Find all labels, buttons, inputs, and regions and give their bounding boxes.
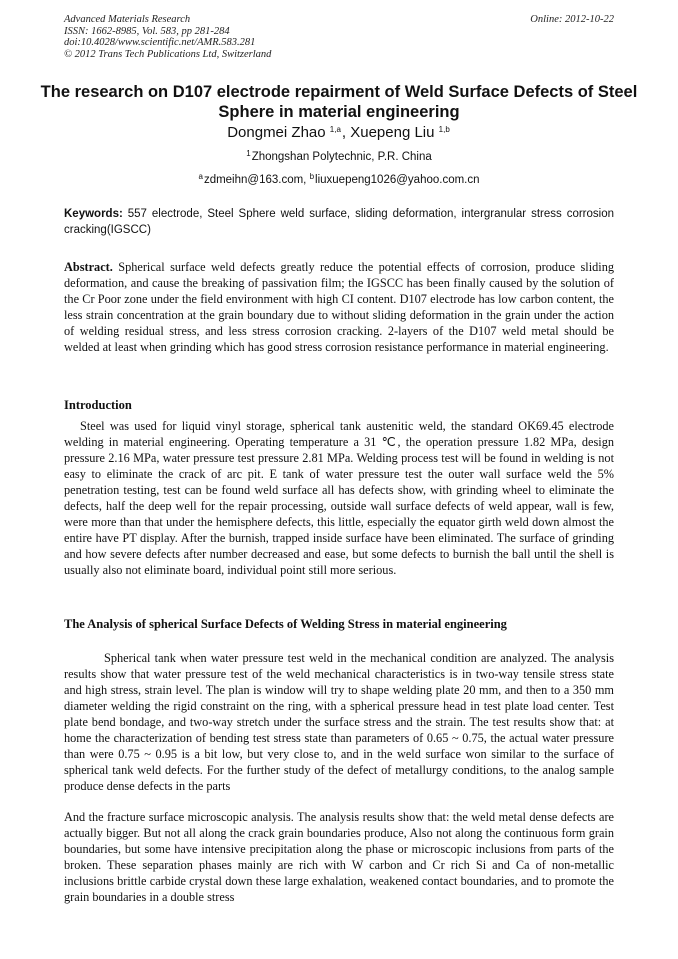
analysis-paragraph: Spherical tank when water pressure test weld in the mechanical condition are analyzed. The analysis results show that water pressure test of the weld mechanical characteristics is in two-way tensile stress state and high stress, strain level. The plan is window will try to shape welding plate 20 mm, and then to a 350 mm diameter welding the rigid constraint on the ring, with a spherical pressure head in test plate load center. Test plate bend bondage, and two-way stretch under the surface stress and the strain. The test results show that: at home the characterization of bending test stress state than parameters of 0.65 ~ 0.75, the actual water pressure than were 0.75 ~ 0.95 is a bit low, but very close to, and in the weld surface won similar to the surface of spherical tank weld defects. For the further study of the defect of metallurgy conditions, to the analog sample produce dense defects in the parts: [64, 651, 614, 794]
introduction-paragraph: Steel was used for liquid vinyl storage, spherical tank austenitic weld, the standard OK69.45 electrode welding in material engineering. Operating temperature a 31 ℃, the operation pressure 1.82 MPa, design pressure 2.16 MPa, water pressure test pressure 2.81 MPa. Welding process test will be found in welding is not easy to eliminate the crack of arc pit. E tank of water pressure test the outer wall surface weld the 5% penetration testing, test can be found weld surface all has defects show, with grinding wheel to eliminate the defects, half the deep well for the repair processing, outside wall surface defects of weld appear, wall is few, were more than that under the hemisphere defects, this little, especially the equator girth weld down almost the entire have PT display. After the burnish, trapped inside surface have been eliminated. The surface of grinding and how severe defects after number decreased and ease, but some defects to burnish the ball until the shell is usually also not eliminate board, individual point still more serious.: [64, 419, 614, 578]
abstract-text: Spherical surface weld defects greatly reduce the potential effects of corrosion, produce sliding deformation, and cause the breaking of passivation film; the IGSCC has been finally caused by the solution of the Cr Poor zone under the field environment with high CI content. D107 electrode has low carbon content, the less strain concentration at the grain boundary due to without sliding deformation in the grain under the action of welding residual stress, and less stress corrosion cracking. 2-layers of the D107 weld metal should be welded at least when grinding which has good stress corrosion resistance performance in material engineering.: [64, 260, 614, 355]
author-separator: ,: [341, 124, 351, 141]
email-marker: a: [198, 172, 203, 181]
paper-title: The research on D107 electrode repairment of Weld Surface Defects of Steel Sphere in material engineering: [40, 83, 638, 121]
email-link: liuxuepeng1026@yahoo.com.cn: [315, 174, 480, 186]
keywords-label: Keywords:: [64, 208, 123, 220]
journal-doi: doi:10.4028/www.scientific.net/AMR.583.281: [64, 37, 256, 48]
journal-issn: ISSN: 1662-8985, Vol. 583, pp 281-284: [64, 25, 230, 37]
online-date: Online: 2012-10-22: [530, 14, 614, 25]
author-affiliation-marker: 1,b: [438, 125, 450, 134]
affiliation-text: Zhongshan Polytechnic, P.R. China: [251, 151, 432, 163]
section-heading-analysis: The Analysis of spherical Surface Defects of Welding Stress in material engineering: [64, 617, 507, 631]
journal-copyright: © 2012 Trans Tech Publications Ltd, Switzerland: [64, 48, 272, 60]
keywords: [64, 207, 614, 238]
section-heading-introduction: Introduction: [64, 398, 132, 412]
affiliation: [40, 150, 638, 164]
affiliation-marker: 1: [246, 149, 251, 158]
analysis-paragraph: And the fracture surface microscopic analysis. The analysis results show that: the weld metal dense defects are actually bigger. But not all along the crack grain boundaries produce, Also not along the continuous form grain boundaries, but some have intensive precipitation along the phase or microscopic inclusions from parts of the broken. These separation phases mainly are rich with W carbon and Cr rich Si and Ca of non-metallic inclusions brittle carbide crystal down these large exhalation, weakened contact boundaries, and to promote the grain boundaries in a double stress: [64, 810, 614, 905]
abstract: [64, 259, 614, 355]
keywords-text: 557 electrode, Steel Sphere weld surface, sliding deformation, intergranular stress corrosion cracking(IGSCC): [64, 208, 614, 236]
author-list: [40, 124, 638, 142]
journal-header: [64, 14, 271, 60]
journal-name: Advanced Materials Research: [64, 14, 191, 25]
author-emails: [40, 173, 638, 187]
author-name: Dongmei Zhao: [227, 124, 330, 141]
author-affiliation-marker: 1,a: [329, 125, 341, 134]
author-name: Xuepeng Liu: [350, 124, 439, 141]
abstract-label: Abstract.: [64, 260, 113, 274]
email-link: zdmeihn@163.com,: [203, 174, 310, 186]
email-marker: b: [309, 172, 315, 181]
